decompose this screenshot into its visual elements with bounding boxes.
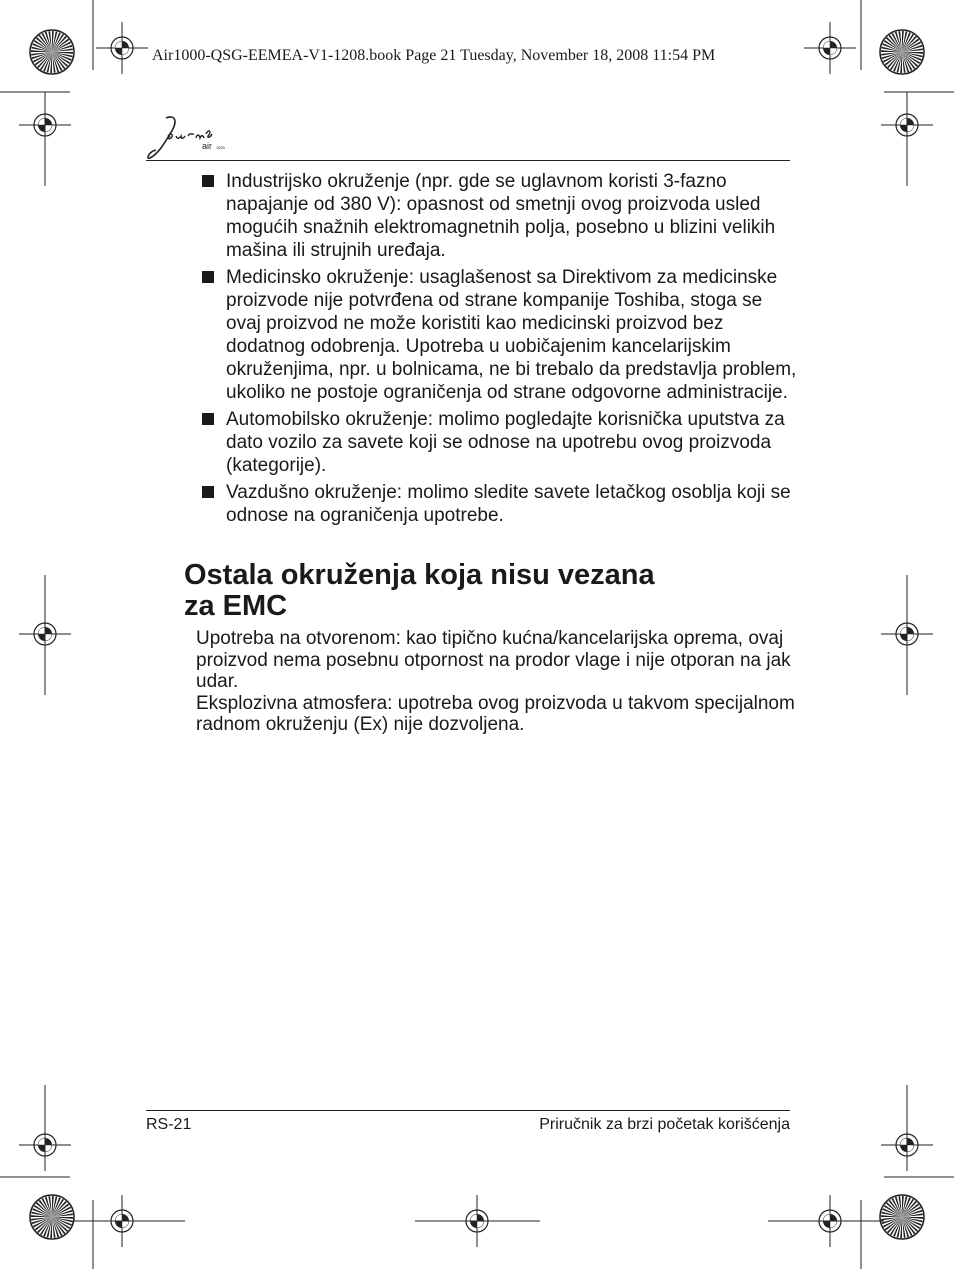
square-bullet-icon bbox=[202, 486, 214, 498]
svg-text:air: air bbox=[202, 141, 213, 151]
book-slug-line: Air1000-QSG-EEMEA-V1-1208.book Page 21 Tuesday, November 18, 2008 11:54 PM bbox=[152, 47, 716, 64]
paragraph-explosive-atmosphere: Eksplozivna atmosfera: upotreba ovog proizvoda u takvom specijalnom radnom okruženju (Ex) nije dozvoljena. bbox=[196, 692, 795, 735]
square-bullet-icon bbox=[202, 271, 214, 283]
footer-rule bbox=[146, 1110, 790, 1111]
bullet-list-region bbox=[200, 170, 800, 531]
journe-air-logo-icon bbox=[146, 112, 246, 164]
bullet-list bbox=[200, 170, 800, 527]
list-item: Medicinsko okruženje: usaglašenost sa Direktivom za medicinske proizvode nije potvrđena od strane kompanije Toshiba, stoga se ovaj proizvod ne može koristiti kao medicinski proizvod bez dodatnog odobrenja. Upotreba u uobičajenim kancelarijskim okruženjima, npr. u bolnicama, ne bi trebalo da predstavlja problem, ukoliko ne postoje ograničenja od strane odgovorne administracije. bbox=[200, 266, 800, 404]
svg-text:1000: 1000 bbox=[216, 145, 225, 150]
footer-title: Priručnik za brzi početak korišćenja bbox=[539, 1116, 790, 1133]
paragraph-outdoor-use: Upotreba na otvorenom: kao tipično kućna/kancelarijska oprema, ovaj proizvod nema posebnu otpornost na prodor vlage i nije otporan na jak udar. bbox=[196, 628, 791, 692]
section-body bbox=[196, 628, 796, 736]
page-number: RS-21 bbox=[146, 1116, 192, 1133]
list-item: Industrijsko okruženje (npr. gde se uglavnom koristi 3-fazno napajanje od 380 V): opasnost od smetnji ovog proizvoda usled mogućih snažnih elektromagnetnih polja, posebno u blizini velikih mašina ili strujnih uređaja. bbox=[200, 170, 800, 262]
square-bullet-icon bbox=[202, 175, 214, 187]
square-bullet-icon bbox=[202, 413, 214, 425]
list-item: Automobilsko okruženje: molimo pogledajte korisnička uputstva za dato vozilo za savete koji se odnose na upotrebu ovog proizvoda (kategorije). bbox=[200, 408, 800, 477]
header-rule bbox=[146, 160, 790, 161]
section-heading: Ostala okruženja koja nisu vezana za EMC bbox=[184, 559, 655, 622]
list-item: Vazdušno okruženje: molimo sledite savete letačkog osoblja koji se odnose na ograničenja upotrebe. bbox=[200, 481, 800, 527]
